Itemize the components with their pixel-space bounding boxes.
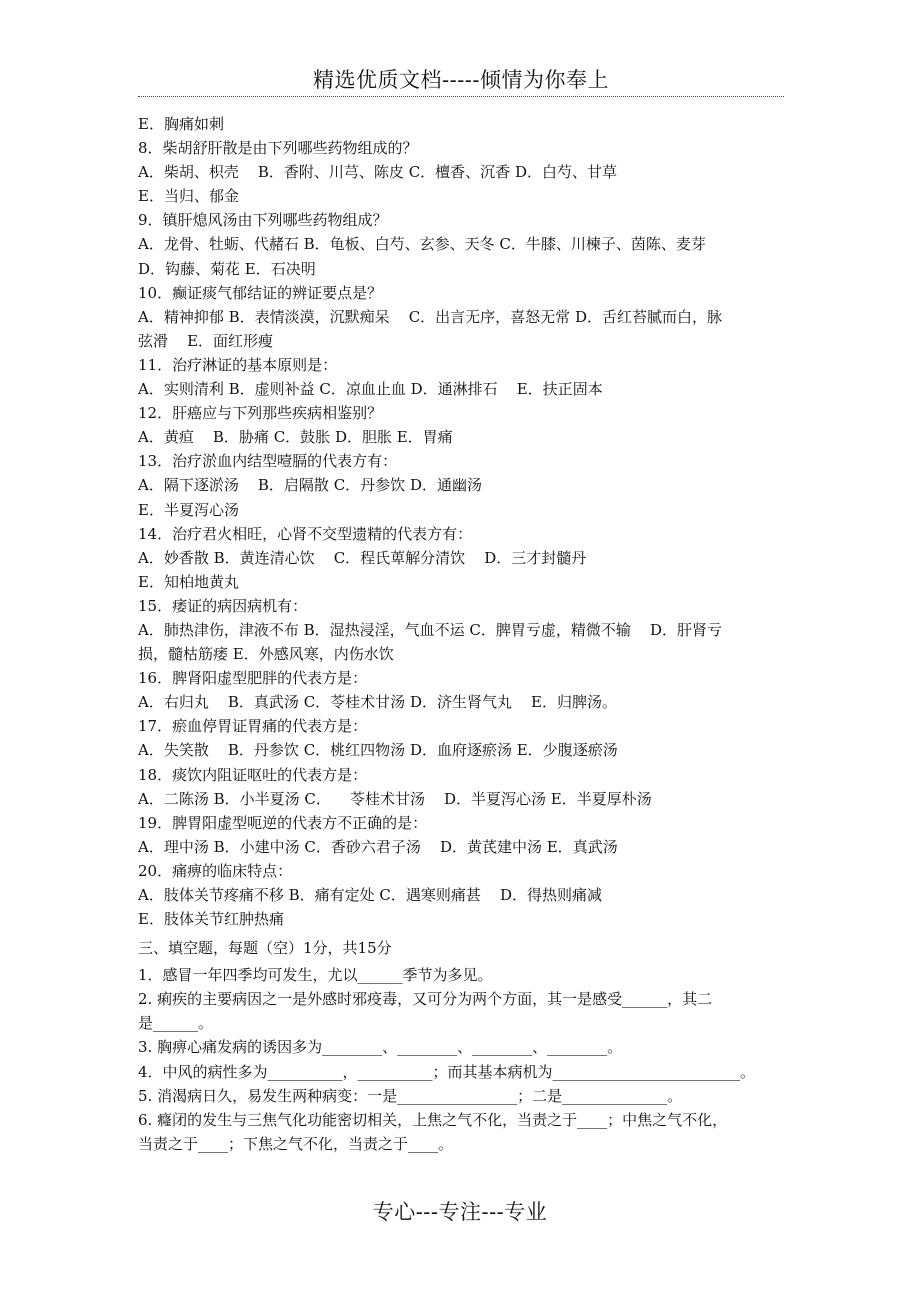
fill-blank-line: 是______。 [138, 1014, 214, 1033]
options-line: 损，髓枯筋痿 E．外感风寒，内伤水饮 [138, 645, 394, 664]
options-line: A．理中汤 B．小建中汤 C．香砂六君子汤 D．黄芪建中汤 E．真武汤 [138, 837, 618, 856]
fill-blank-line: 1．感冒一年四季均可发生，尤以______季节为多见。 [138, 966, 493, 985]
options-line: D．钩藤、菊花 E．石决明 [138, 259, 316, 278]
header-divider [138, 96, 784, 97]
options-line: A．肢体关节疼痛不移 B．痛有定处 C．遇寒则痛甚 D．得热则痛减 [138, 886, 602, 904]
question-line: 11．治疗淋证的基本原则是： [138, 355, 338, 374]
options-line: E．肢体关节红肿热痛 [138, 910, 284, 929]
document-body [138, 112, 784, 1156]
fill-blank-line: 4．中风的病性多为__________，__________；而其基本病机为_________________________。 [138, 1062, 756, 1081]
question-line: 9．镇肝熄风汤由下列哪些药物组成？ [138, 211, 388, 230]
question-line: 17．瘀血停胃证胃痛的代表方是： [138, 717, 368, 736]
question-line: 10．癫证痰气郁结证的辨证要点是？ [138, 283, 383, 302]
fill-blank-line: 6. 癃闭的发生与三焦气化功能密切相关，上焦之气不化，当责之于____；中焦之气不化， [138, 1110, 728, 1129]
question-line: 14．治疗君火相旺，心肾不交型遗精的代表方有： [138, 524, 473, 543]
page-footer: 专心---专注---专业 [372, 1200, 548, 1224]
options-line: E．半夏泻心汤 [138, 500, 239, 519]
section-heading: 三、填空题，每题（空）1分，共15分 [138, 939, 392, 958]
fill-blank-line: 当责之于____；下焦之气不化，当责之于____。 [138, 1134, 454, 1153]
options-line: A．右归丸 B．真武汤 C．苓桂术甘汤 D．济生肾气丸 E．归脾汤。 [138, 693, 617, 712]
question-line: 8．柴胡舒肝散是由下列哪些药物组成的？ [138, 139, 418, 158]
options-line: A．妙香散 B．黄连清心饮 C．程氏萆解分清饮 D．三才封髓丹 [138, 548, 587, 567]
options-line: A．隔下逐淤汤 B．启隔散 C．丹参饮 D．通幽汤 [138, 476, 482, 495]
question-line: 13．治疗淤血内结型噎膈的代表方有： [138, 452, 398, 471]
options-line: E．知柏地黄丸 [138, 572, 239, 591]
options-line: A．龙骨、牡蛎、代赭石 B．龟板、白芍、玄参、天冬 C．牛膝、川楝子、茵陈、麦芽 [138, 235, 706, 254]
fill-blank-line: 5. 消渴病日久，易发生两种病变：一是________________；二是______________。 [138, 1086, 683, 1105]
options-line: A．实则清利 B．虚则补益 C．凉血止血 D．通淋排石 E．扶正固本 [138, 380, 603, 399]
question-line: 20．痛痹的临床特点： [138, 861, 293, 880]
fill-blank-line: 3. 胸痹心痛发病的诱因多为________、________、________、________。 [138, 1038, 623, 1057]
options-line: A．失笑散 B．丹参饮 C．桃红四物汤 D．血府逐瘀汤 E．少腹逐瘀汤 [138, 741, 618, 760]
fill-blank-line: 2. 痢疾的主要病因之一是外感时邪疫毒，又可分为两个方面，其一是感受______，其二 [138, 990, 713, 1009]
page-header: 精选优质文档-----倾情为你奉上 [313, 68, 609, 92]
options-line: E．当归、郁金 [138, 187, 239, 206]
text-line: E．胸痛如刺 [138, 115, 224, 133]
options-line: A．黄疸 B．胁痛 C．鼓胀 D．胆胀 E．胃痛 [138, 428, 453, 447]
question-line: 12．肝癌应与下列那些疾病相鉴别？ [138, 404, 383, 423]
options-line: A．二陈汤 B．小半夏汤 C． 苓桂术甘汤 D．半夏泻心汤 E．半夏厚朴汤 [138, 789, 652, 808]
question-line: 16．脾肾阳虚型肥胖的代表方是： [138, 669, 368, 688]
options-line: 弦滑 E．面红形瘦 [138, 331, 274, 350]
options-line: A．精神抑郁 B．表情淡漠，沉默痴呆 C．出言无序，喜怒无常 D．舌红苔腻而白，脉 [138, 307, 722, 326]
question-line: 15．痿证的病因病机有： [138, 596, 308, 615]
options-line: A．柴胡、枳壳 B．香附、川芎、陈皮 C．檀香、沉香 D．白芍、甘草 [138, 163, 617, 182]
options-line: A．肺热津伤，津液不布 B．湿热浸淫，气血不运 C．脾胃亏虚，精微不输 D．肝肾亏 [138, 620, 722, 639]
question-line: 18．痰饮内阻证呕吐的代表方是： [138, 765, 368, 784]
question-line: 19．脾胃阳虚型呃逆的代表方不正确的是： [138, 813, 428, 832]
